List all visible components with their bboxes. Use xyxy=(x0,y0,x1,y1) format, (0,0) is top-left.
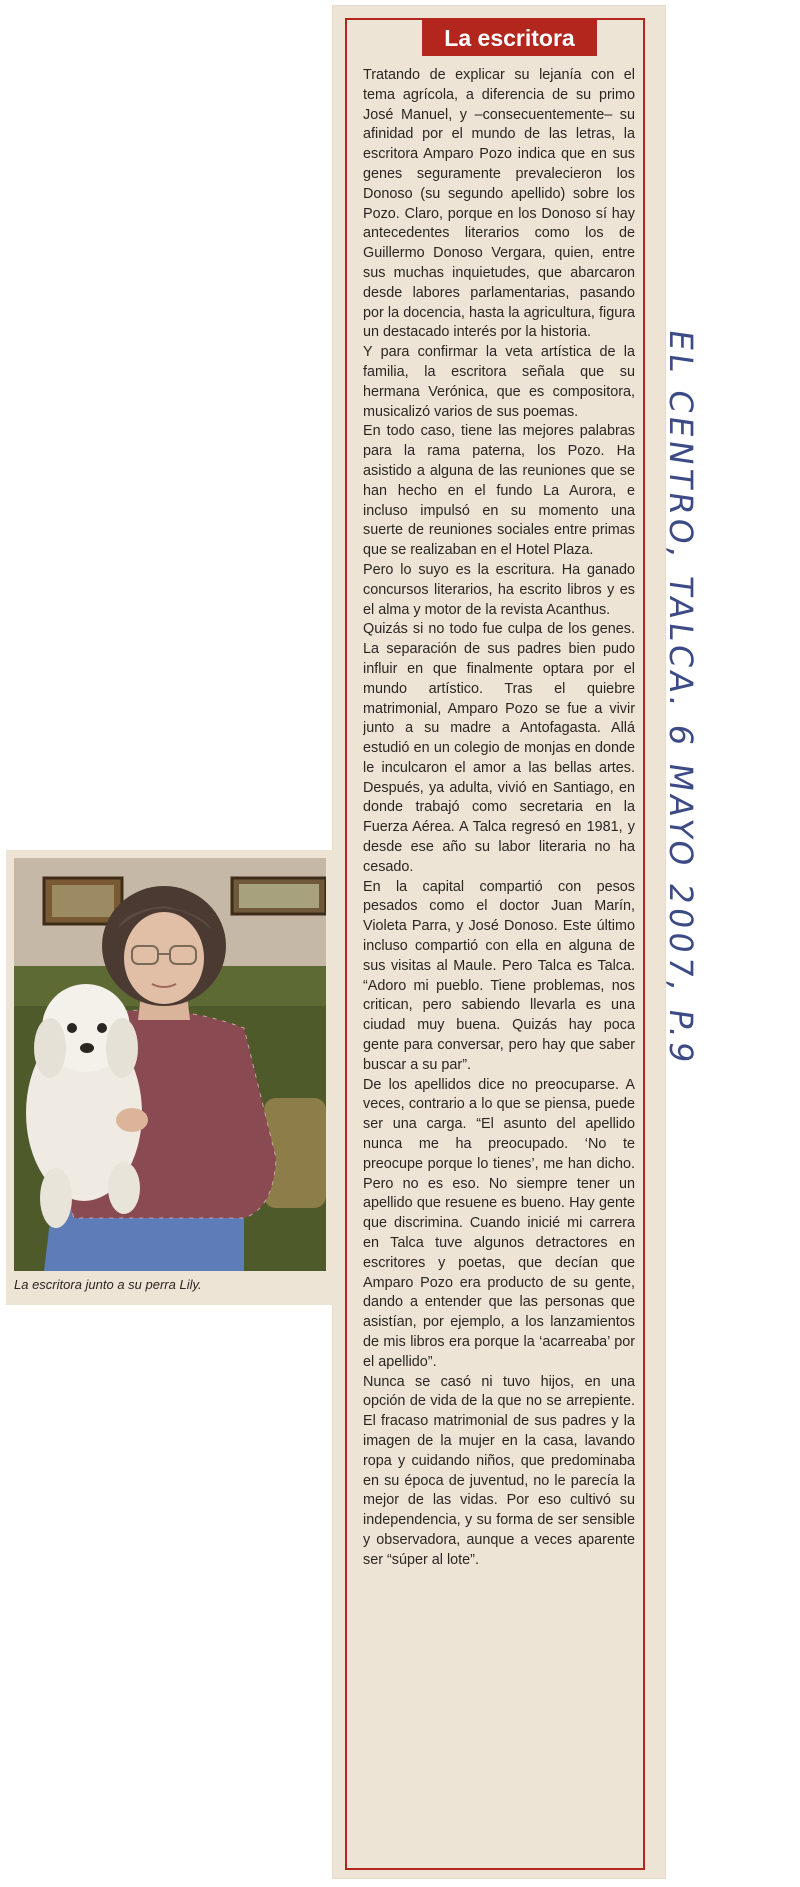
article-frame xyxy=(345,18,645,1870)
article-paragraph: Y para confirmar la veta artística de la familia, la escritora señala que su hermana Verónica, que es compositora, musicalizó varios de sus poemas. xyxy=(363,344,635,420)
photo-clipping xyxy=(6,850,333,1305)
photo-caption: La escritora junto a su perra Lily. xyxy=(14,1277,202,1292)
newspaper-article-clipping xyxy=(333,6,665,1878)
article-photo xyxy=(14,858,326,1271)
article-paragraph: De los apellidos dice no preocuparse. A veces, contrario a lo que se piensa, puede ser una carga. “El asunto del apellido nunca me ha preocupado. ‘No te preocupe porque lo tienes’, me han dicho. Pero no es eso. No siempre tener un apellido que resuene es bueno. Hay gente que discrimina. Cuando inicié mi carrera en Talca tuve algunos detractores en escritores y poetas, que decían que Amparo Pozo era producto de su gente, dando a entender que las personas que asistían, por ejemplo, a los lanzamientos de mis libros era porque la ‘acarreaba’ por el apellido”. xyxy=(363,1076,635,1370)
article-paragraph: Tratando de explicar su lejanía con el tema agrícola, a diferencia de su primo José Manuel, y –consecuentemente– su afinidad por el mundo de las letras, la escritora Amparo Pozo indica que en sus genes seguramente prevalecieron los Donoso (su segundo apellido) sobre los Pozo. Claro, porque en los Donoso sí hay antecedentes literarios como los de Guillermo Donoso Vergara, quien, entre sus muchas inquietudes, que abarcaron desde labores parlamentarias, pasando por la docencia, hasta la agricultura, figura un destacado interés por la historia. xyxy=(363,67,635,341)
handwritten-text: EL CENTRO, TALCA. 6 MAYO 2007, P.9 xyxy=(662,327,700,1069)
article-paragraph: En la capital compartió con pesos pesados como el doctor Juan Marín, Violeta Parra, y José Donoso. Este último incluso compartió con ella en alguna de sus visitas al Maule. Pero Talca es Talca. “Adoro mi pueblo. Tiene problemas, nos critican, pero sabiendo llevarla es una ciudad muy buena. Quizás hay poca gente para conversar, pero hay que saber buscar a su par”. xyxy=(363,878,635,1073)
article-paragraph: Quizás si no todo fue culpa de los genes. La separación de sus padres bien pudo influir en que finalmente optara por el mundo artístico. Tras el quiebre matrimonial, Amparo Pozo se fue a vivir junto a su madre a Antofagasta. Allá estudió en un colegio de monjas en donde le inculcaron el amor a las bellas artes. Después, ya adulta, vivió en Santiago, en donde trabajó como secretaria en la Fuerza Aérea. A Talca regresó en 1981, y desde ese año su labor literaria no ha cesado. xyxy=(363,621,635,875)
article-paragraph: Pero lo suyo es la escritura. Ha ganado concursos literarios, ha escrito libros y es el alma y motor de la revista Acanthus. xyxy=(363,561,635,618)
article-paragraph: En todo caso, tiene las mejores palabras para la rama paterna, los Pozo. Ha asistido a alguna de las reuniones que se han hecho en el fundo La Aurora, e incluso impulsó en su momento una suerte de reuniones sociales entre primas que se realizaban en el Hotel Plaza. xyxy=(363,423,635,559)
article-headline: La escritora xyxy=(422,20,597,56)
handwritten-source-note xyxy=(636,327,700,1069)
article-body xyxy=(363,66,635,1862)
photo-illustration xyxy=(14,858,326,1271)
article-paragraph: Nunca se casó ni tuvo hijos, en una opción de vida de la que no se arrepiente. El fracaso matrimonial de sus padres y la imagen de la mujer en la casa, lavando ropa y cuidando niños, que predominaba en su época de juventud, no le parecía la mejor de las vidas. Por eso cultivó su independencia, y su forma de ser sensible y observadora, aunque a veces aparente ser “súper al lote”. xyxy=(363,1373,635,1568)
